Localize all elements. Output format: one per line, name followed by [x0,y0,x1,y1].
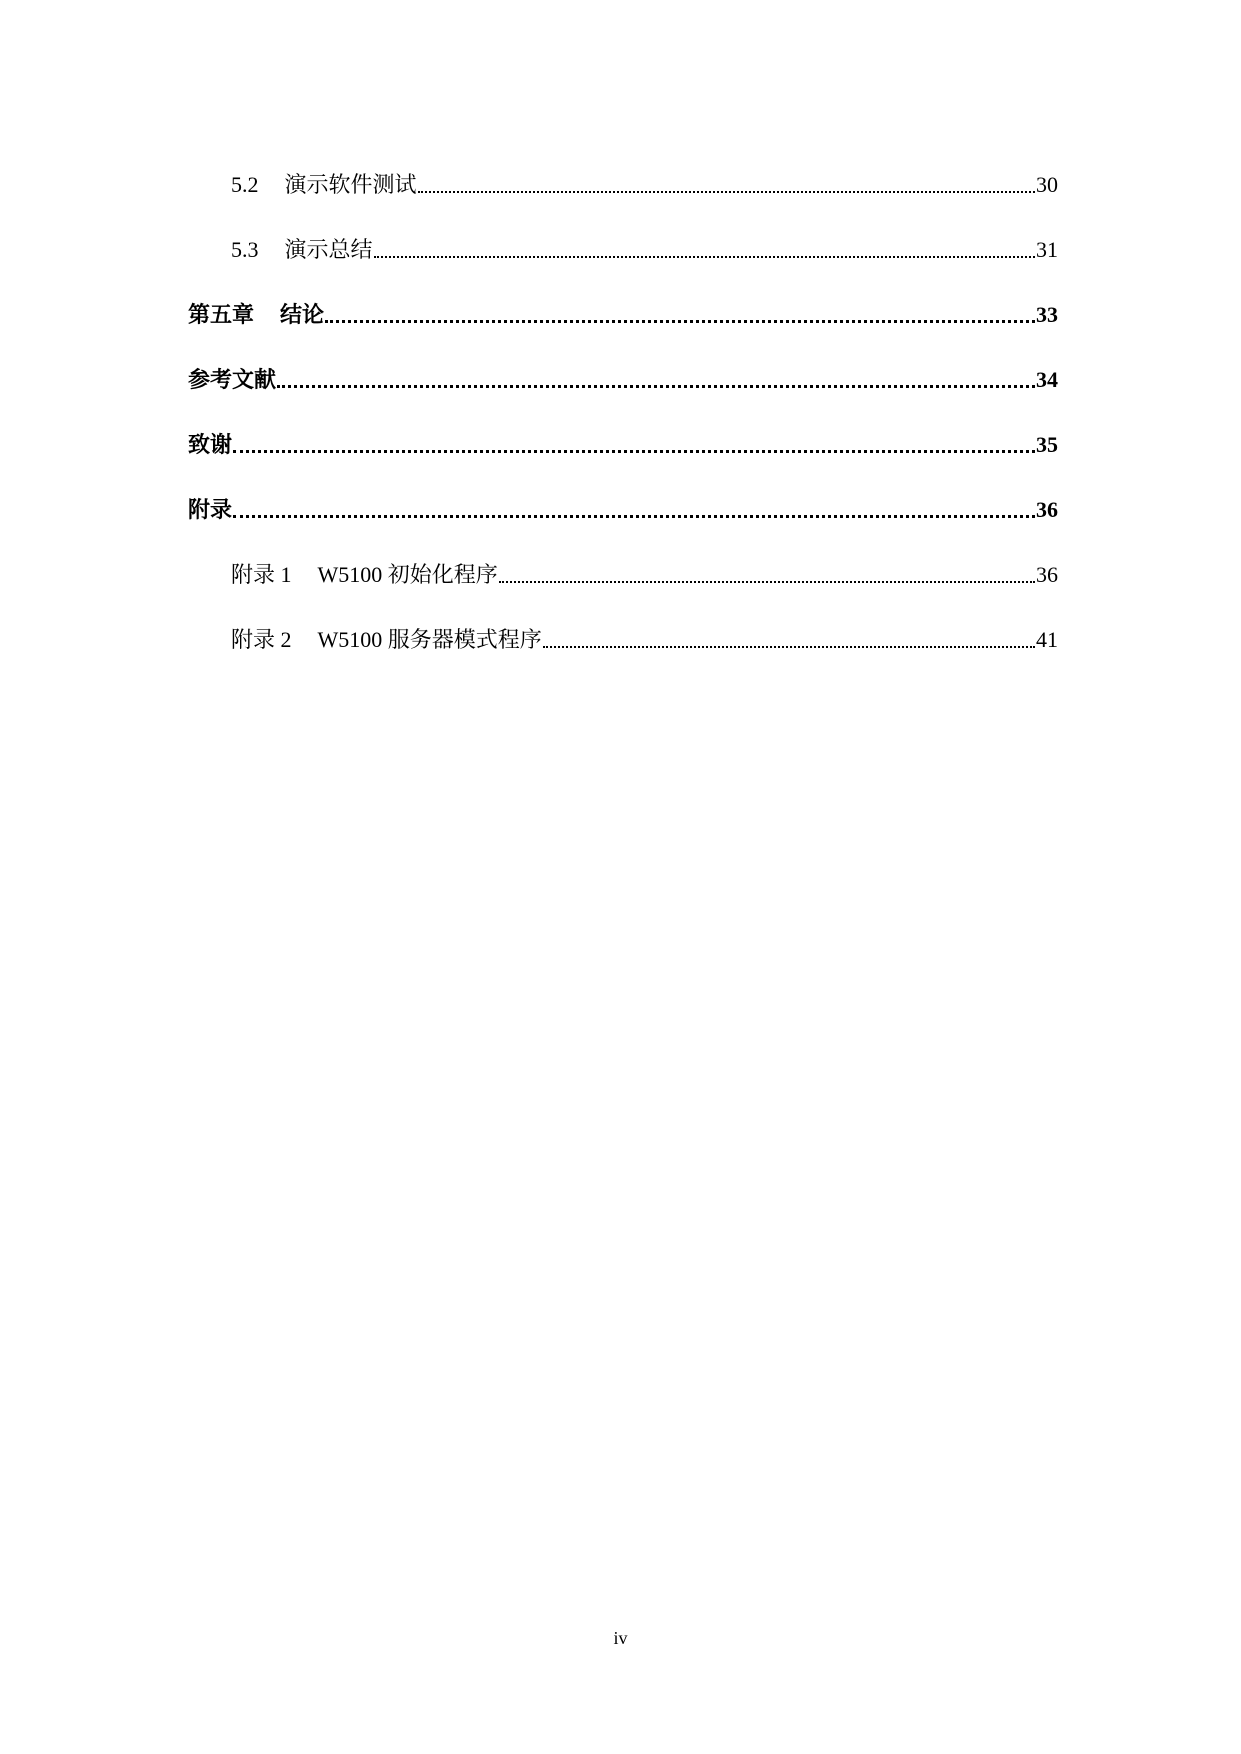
toc-entry-appendix-1[interactable] [231,553,1058,589]
toc-dot-leader [233,496,1035,524]
toc-entry-5-2[interactable] [231,163,1058,199]
toc-entry-chapter-5[interactable] [188,293,1058,329]
page-number: iv [613,1628,628,1648]
toc-dot-leader [277,366,1035,394]
toc-entry-number: 5.3 [231,237,259,262]
toc-entry-title: 致谢 [188,432,233,457]
toc-entry-page: 33 [1036,302,1058,327]
toc-entry-5-3[interactable] [231,228,1058,264]
toc-entry-title: 结论 [280,302,325,327]
toc-dot-leader [374,236,1035,264]
toc-dot-leader [233,431,1035,459]
toc-entry-title: 参考文献 [188,367,277,392]
toc-entry-title: W5100 服务器模式程序 [317,627,542,652]
toc-entry-page: 36 [1036,562,1058,587]
toc-entry-page: 31 [1036,237,1058,262]
toc-entry-page: 41 [1036,627,1058,652]
toc-dot-leader [325,301,1035,329]
toc-entry-page: 30 [1036,172,1058,197]
toc-entry-number: 附录 1 [231,562,292,587]
toc-entry-page: 34 [1036,367,1058,392]
toc-entry-page: 35 [1036,432,1058,457]
toc-entry-appendix-2[interactable] [231,618,1058,654]
toc-entry-number: 第五章 [188,302,255,327]
toc-entry-title: W5100 初始化程序 [317,562,498,587]
toc-entry-title: 演示软件测试 [284,172,417,197]
toc-entry-acknowledgements[interactable] [188,423,1058,459]
toc-dot-leader [418,171,1035,199]
toc-entry-appendix[interactable] [188,488,1058,524]
toc-entry-page: 36 [1036,497,1058,522]
toc-entry-number: 附录 2 [231,627,292,652]
toc-entry-number: 5.2 [231,172,259,197]
toc-dot-leader [499,561,1035,589]
toc-entry-title: 附录 [188,497,233,522]
toc-entry-title: 演示总结 [284,237,373,262]
toc-dot-leader [543,626,1035,654]
toc-entry-references[interactable] [188,358,1058,394]
